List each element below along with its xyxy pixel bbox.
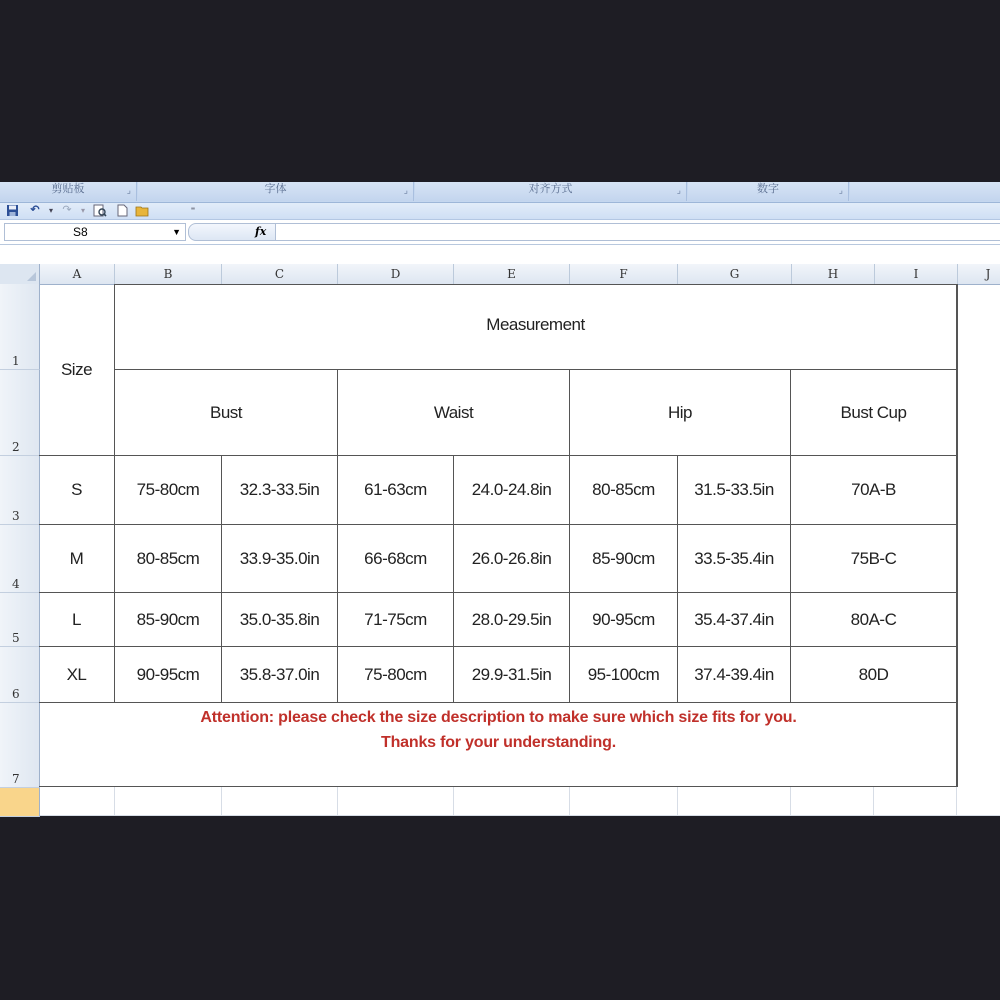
undo-icon[interactable]: ↶ [30, 204, 40, 216]
size-cell-xl[interactable]: XL [66, 664, 87, 684]
gridline [790, 787, 791, 816]
row-header-2[interactable] [0, 370, 40, 456]
bust-header[interactable]: Bust [209, 402, 243, 422]
table-cell[interactable]: 80-85cm [136, 548, 200, 568]
table-cell[interactable]: 75-80cm [136, 480, 200, 499]
print-preview-icon[interactable] [93, 204, 107, 217]
table-cell[interactable]: 95-100cm [587, 664, 660, 684]
table-cell[interactable]: 80-85cm [592, 480, 655, 499]
size-header[interactable]: Size [60, 360, 93, 379]
table-cell[interactable]: 61-63cm [364, 480, 427, 499]
table-cell[interactable]: 90-95cm [136, 664, 200, 684]
row-header-3[interactable] [0, 456, 40, 525]
new-document-icon[interactable] [115, 204, 129, 217]
column-header-f[interactable]: F [570, 264, 678, 284]
table-border [39, 702, 958, 703]
formula-bar [0, 220, 1000, 245]
measurement-header-text: Measurement [486, 315, 585, 334]
table-cell[interactable]: 28.0-29.5in [471, 609, 552, 629]
gridline [337, 787, 338, 816]
ribbon-group-number[interactable] [688, 182, 849, 201]
bust-cup-header[interactable]: Bust Cup [840, 402, 907, 422]
column-header-g[interactable]: G [678, 264, 792, 284]
gridline [453, 787, 454, 816]
select-all-corner[interactable] [0, 264, 40, 285]
column-headers [40, 264, 1000, 285]
table-cell[interactable]: 31.5-33.5in [694, 480, 774, 499]
table-cell[interactable]: 75-80cm [364, 664, 427, 684]
size-cell-s[interactable]: S [71, 480, 82, 499]
ribbon-group-label: 数字 [757, 183, 779, 195]
ribbon-group-label: 对齐方式 [528, 183, 573, 195]
dialog-launcher-icon[interactable]: ⌟ [838, 185, 843, 195]
ribbon-group-font[interactable] [138, 182, 414, 201]
column-header-c[interactable]: C [222, 264, 338, 284]
column-header-e[interactable]: E [454, 264, 570, 284]
name-box-dropdown-icon[interactable]: ▼ [172, 227, 181, 237]
table-cell[interactable]: 70A-B [851, 480, 896, 499]
ribbon-group-alignment[interactable] [415, 182, 687, 201]
size-cell-l[interactable]: L [72, 609, 81, 629]
table-cell[interactable]: 26.0-26.8in [471, 548, 552, 568]
dialog-launcher-icon[interactable]: ⌟ [403, 185, 408, 195]
table-cell[interactable]: 75B-C [850, 548, 897, 568]
measurement-header[interactable] [115, 285, 956, 369]
undo-dropdown-icon[interactable]: ▾ [48, 206, 53, 215]
fx-icon: fx [255, 225, 267, 238]
redo-dropdown-icon[interactable]: ▾ [80, 206, 85, 215]
save-icon[interactable] [5, 204, 19, 217]
gridline [873, 787, 874, 816]
table-cell[interactable]: 35.8-37.0in [239, 664, 320, 684]
table-cell[interactable]: 24.0-24.8in [471, 480, 552, 499]
row-number: 5 [12, 631, 20, 645]
open-folder-icon[interactable] [135, 204, 149, 217]
row-number: 4 [12, 577, 20, 591]
gridline [221, 787, 222, 816]
row-header-7[interactable] [0, 703, 40, 788]
ribbon-group-next[interactable] [850, 182, 1000, 201]
row-number: 1 [12, 354, 20, 368]
table-cell[interactable]: 35.0-35.8in [239, 609, 320, 629]
table-cell[interactable]: 80A-C [850, 609, 897, 629]
row-header-4[interactable] [0, 525, 40, 593]
gridline [677, 787, 678, 816]
redo-icon[interactable]: ↷ [62, 204, 72, 216]
column-header-j[interactable]: J [958, 264, 1000, 284]
formula-input[interactable] [276, 223, 1000, 241]
table-cell[interactable]: 29.9-31.5in [471, 664, 552, 684]
table-cell[interactable]: 32.3-33.5in [239, 480, 320, 499]
table-cell[interactable]: 33.5-35.4in [694, 548, 774, 568]
row-header-1[interactable] [0, 284, 40, 370]
ribbon-group-label: 剪贴板 [51, 183, 85, 195]
column-header-i[interactable]: I [875, 264, 958, 284]
table-cell[interactable]: 90-95cm [592, 609, 655, 629]
dialog-launcher-icon[interactable]: ⌟ [676, 185, 681, 195]
table-cell[interactable]: 80D [858, 664, 889, 684]
waist-header[interactable]: Waist [433, 402, 474, 422]
table-border [39, 786, 958, 787]
column-header-d[interactable]: D [338, 264, 454, 284]
column-header-a[interactable]: A [40, 264, 115, 284]
gridline [40, 815, 1000, 816]
gridline [569, 787, 570, 816]
thanks-note[interactable]: Thanks for your understanding. [381, 734, 616, 751]
table-cell[interactable]: 71-75cm [364, 609, 427, 629]
name-box-value: S8 [73, 225, 88, 239]
table-cell[interactable]: 85-90cm [136, 609, 200, 629]
row-header-8-selected[interactable] [0, 788, 40, 817]
ribbon-group-clipboard[interactable] [0, 182, 137, 201]
column-header-b[interactable]: B [115, 264, 222, 284]
row-number: 3 [12, 509, 20, 523]
table-cell[interactable]: 33.9-35.0in [239, 548, 320, 568]
row-header-5[interactable] [0, 593, 40, 647]
customize-toolbar-icon[interactable]: ⁼ [190, 205, 196, 215]
row-header-6[interactable] [0, 647, 40, 703]
ribbon-group-label: 字体 [264, 183, 287, 195]
quick-access-toolbar [0, 203, 1000, 220]
hip-header[interactable]: Hip [667, 402, 692, 422]
gridline [114, 787, 115, 816]
table-cell[interactable]: 35.4-37.4in [694, 609, 774, 629]
column-header-h[interactable]: H [792, 264, 875, 284]
row-number: 7 [12, 772, 20, 786]
size-cell-m[interactable]: M [69, 548, 84, 568]
name-box[interactable] [4, 223, 186, 241]
row-number: 2 [12, 440, 20, 454]
ribbon-groups-bar [0, 182, 1000, 203]
table-cell[interactable]: 37.4-39.4in [694, 664, 774, 684]
table-cell[interactable]: 85-90cm [592, 548, 655, 568]
insert-function-button[interactable] [188, 223, 276, 241]
dialog-launcher-icon[interactable]: ⌟ [126, 185, 131, 195]
attention-note[interactable]: Attention: please check the size description to make sure which size fits for you. [200, 709, 797, 726]
table-cell[interactable]: 66-68cm [364, 548, 427, 568]
row-number: 6 [12, 687, 20, 701]
